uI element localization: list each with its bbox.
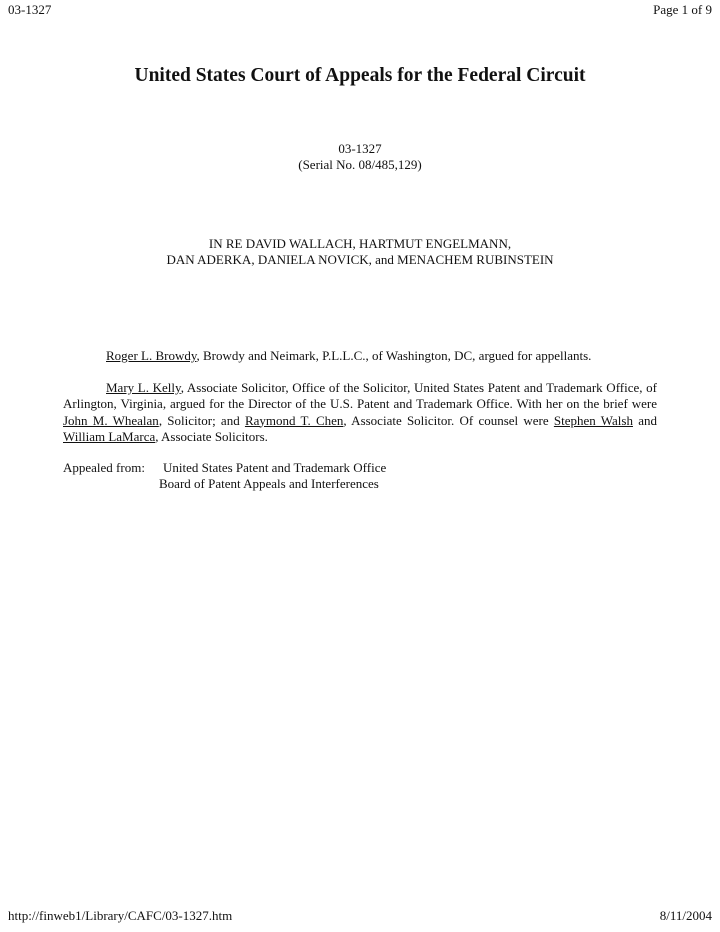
counsel-name-whealan: John M. Whealan bbox=[63, 412, 159, 428]
counsel-name-browdy: Roger L. Browdy bbox=[106, 348, 197, 363]
footer-url: http://finweb1/Library/CAFC/03-1327.htm bbox=[8, 908, 233, 923]
appellee-counsel-paragraph bbox=[63, 380, 657, 445]
appealed-from-board: Board of Patent Appeals and Interferences bbox=[159, 476, 379, 492]
counsel-text: , Associate Solicitors. bbox=[155, 428, 268, 444]
counsel-text: , Associate Solicitor. Of counsel were bbox=[343, 412, 554, 428]
counsel-name-kelly: Mary L. Kelly bbox=[106, 380, 181, 395]
court-title: United States Court of Appeals for the Federal Circuit bbox=[134, 65, 586, 86]
counsel-text: and bbox=[632, 412, 657, 428]
page-header bbox=[0, 2, 720, 20]
appealed-from-agency: United States Patent and Trademark Office bbox=[163, 460, 387, 475]
page-footer bbox=[0, 908, 720, 926]
counsel-name-walsh: Stephen Walsh bbox=[553, 412, 633, 428]
counsel-text: , Browdy and Neimark, P.L.L.C., of Washington, DC, argued for appellants. bbox=[196, 348, 592, 363]
header-docket: 03-1327 bbox=[8, 2, 52, 17]
docket-number: 03-1327 bbox=[338, 141, 382, 156]
serial-number: (Serial No. 08/485,129) bbox=[298, 157, 422, 173]
counsel-text: , Solicitor; and bbox=[158, 412, 245, 428]
counsel-text: , Associate Solicitor, Office of the Solicitor, United States Patent and Trademark Office, of Arlington, Virginia, argued for the Director of the U.S. Patent and Trademark Office. With her on the brief were bbox=[63, 380, 657, 412]
appealed-from-label: Appealed from: bbox=[63, 460, 145, 475]
parties-line-2: DAN ADERKA, DANIELA NOVICK, and MENACHEM RUBINSTEIN bbox=[166, 252, 554, 268]
counsel-name-lamarca: William LaMarca bbox=[63, 428, 156, 444]
counsel-name-chen: Raymond T. Chen bbox=[244, 412, 344, 428]
footer-date: 8/11/2004 bbox=[659, 908, 712, 923]
appellant-counsel-paragraph bbox=[63, 348, 657, 364]
parties-line-1: IN RE DAVID WALLACH, HARTMUT ENGELMANN, bbox=[208, 236, 512, 251]
case-parties bbox=[0, 236, 720, 269]
docket-block bbox=[0, 141, 720, 174]
appealed-from-block bbox=[63, 460, 657, 493]
header-page-number: Page 1 of 9 bbox=[653, 2, 712, 17]
